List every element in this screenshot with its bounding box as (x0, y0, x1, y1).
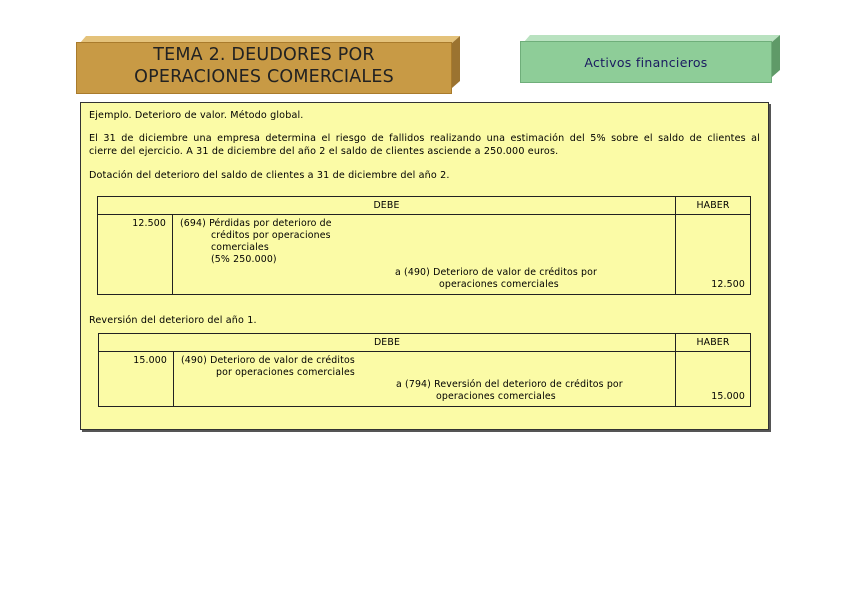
debit-account-line1: (694) Pérdidas por deterioro de (180, 218, 332, 229)
debit-account-line3: comerciales (211, 242, 269, 253)
debit-account-line2: por operaciones comerciales (216, 367, 355, 378)
debe-header: DEBE (98, 197, 676, 215)
debit-amount: 15.000 (99, 352, 174, 407)
section-label-reversion: Reversión del deterioro del año 1. (89, 315, 257, 326)
credit-amount-cell (676, 215, 751, 295)
title-banner-bevel-side (452, 36, 460, 88)
intro-line-1: El 31 de diciembre una empresa determina el riesgo de fallidos realizando una estimación del 5% sobre el saldo de clientes al (89, 133, 760, 144)
credit-account-line2: operaciones comerciales (439, 279, 559, 290)
topic-label: Activos financieros (584, 55, 708, 70)
entry-concept (173, 215, 676, 295)
page-title (76, 44, 452, 88)
topic-banner-bevel-side (772, 35, 780, 77)
credit-account-line1: a (490) Deterioro de valor de créditos por (395, 267, 598, 278)
topic-banner (520, 35, 780, 83)
content-panel (80, 102, 769, 430)
example-heading: Ejemplo. Deterioro de valor. Método global. (89, 110, 304, 121)
credit-amount-cell (676, 352, 751, 407)
intro-line-2: cierre del ejercicio. A 31 de diciembre del año 2 el saldo de clientes asciende a 250.000 euros. (89, 146, 559, 157)
journal-entry-reversion (98, 333, 751, 407)
entry-concept (174, 352, 676, 407)
debit-account-line2: créditos por operaciones (211, 230, 331, 241)
debit-account-line1: (490) Deterioro de valor de créditos (181, 355, 355, 366)
debit-amount: 12.500 (98, 215, 173, 295)
haber-header: HABER (676, 197, 751, 215)
title-banner (76, 36, 460, 94)
debit-account-line4: (5% 250.000) (211, 254, 277, 265)
haber-header: HABER (676, 334, 751, 352)
credit-amount: 12.500 (711, 279, 745, 290)
journal-entry-dotacion (97, 196, 751, 295)
section-label-dotacion: Dotación del deterioro del saldo de clientes a 31 de diciembre del año 2. (89, 170, 450, 181)
debe-header: DEBE (99, 334, 676, 352)
credit-amount: 15.000 (711, 391, 745, 402)
page-title-line1: TEMA 2. DEUDORES POR (153, 45, 375, 65)
credit-account-line1: a (794) Reversión del deterioro de créditos por (396, 379, 623, 390)
credit-account-line2: operaciones comerciales (436, 391, 556, 402)
page-title-line2: OPERACIONES COMERCIALES (134, 67, 394, 87)
